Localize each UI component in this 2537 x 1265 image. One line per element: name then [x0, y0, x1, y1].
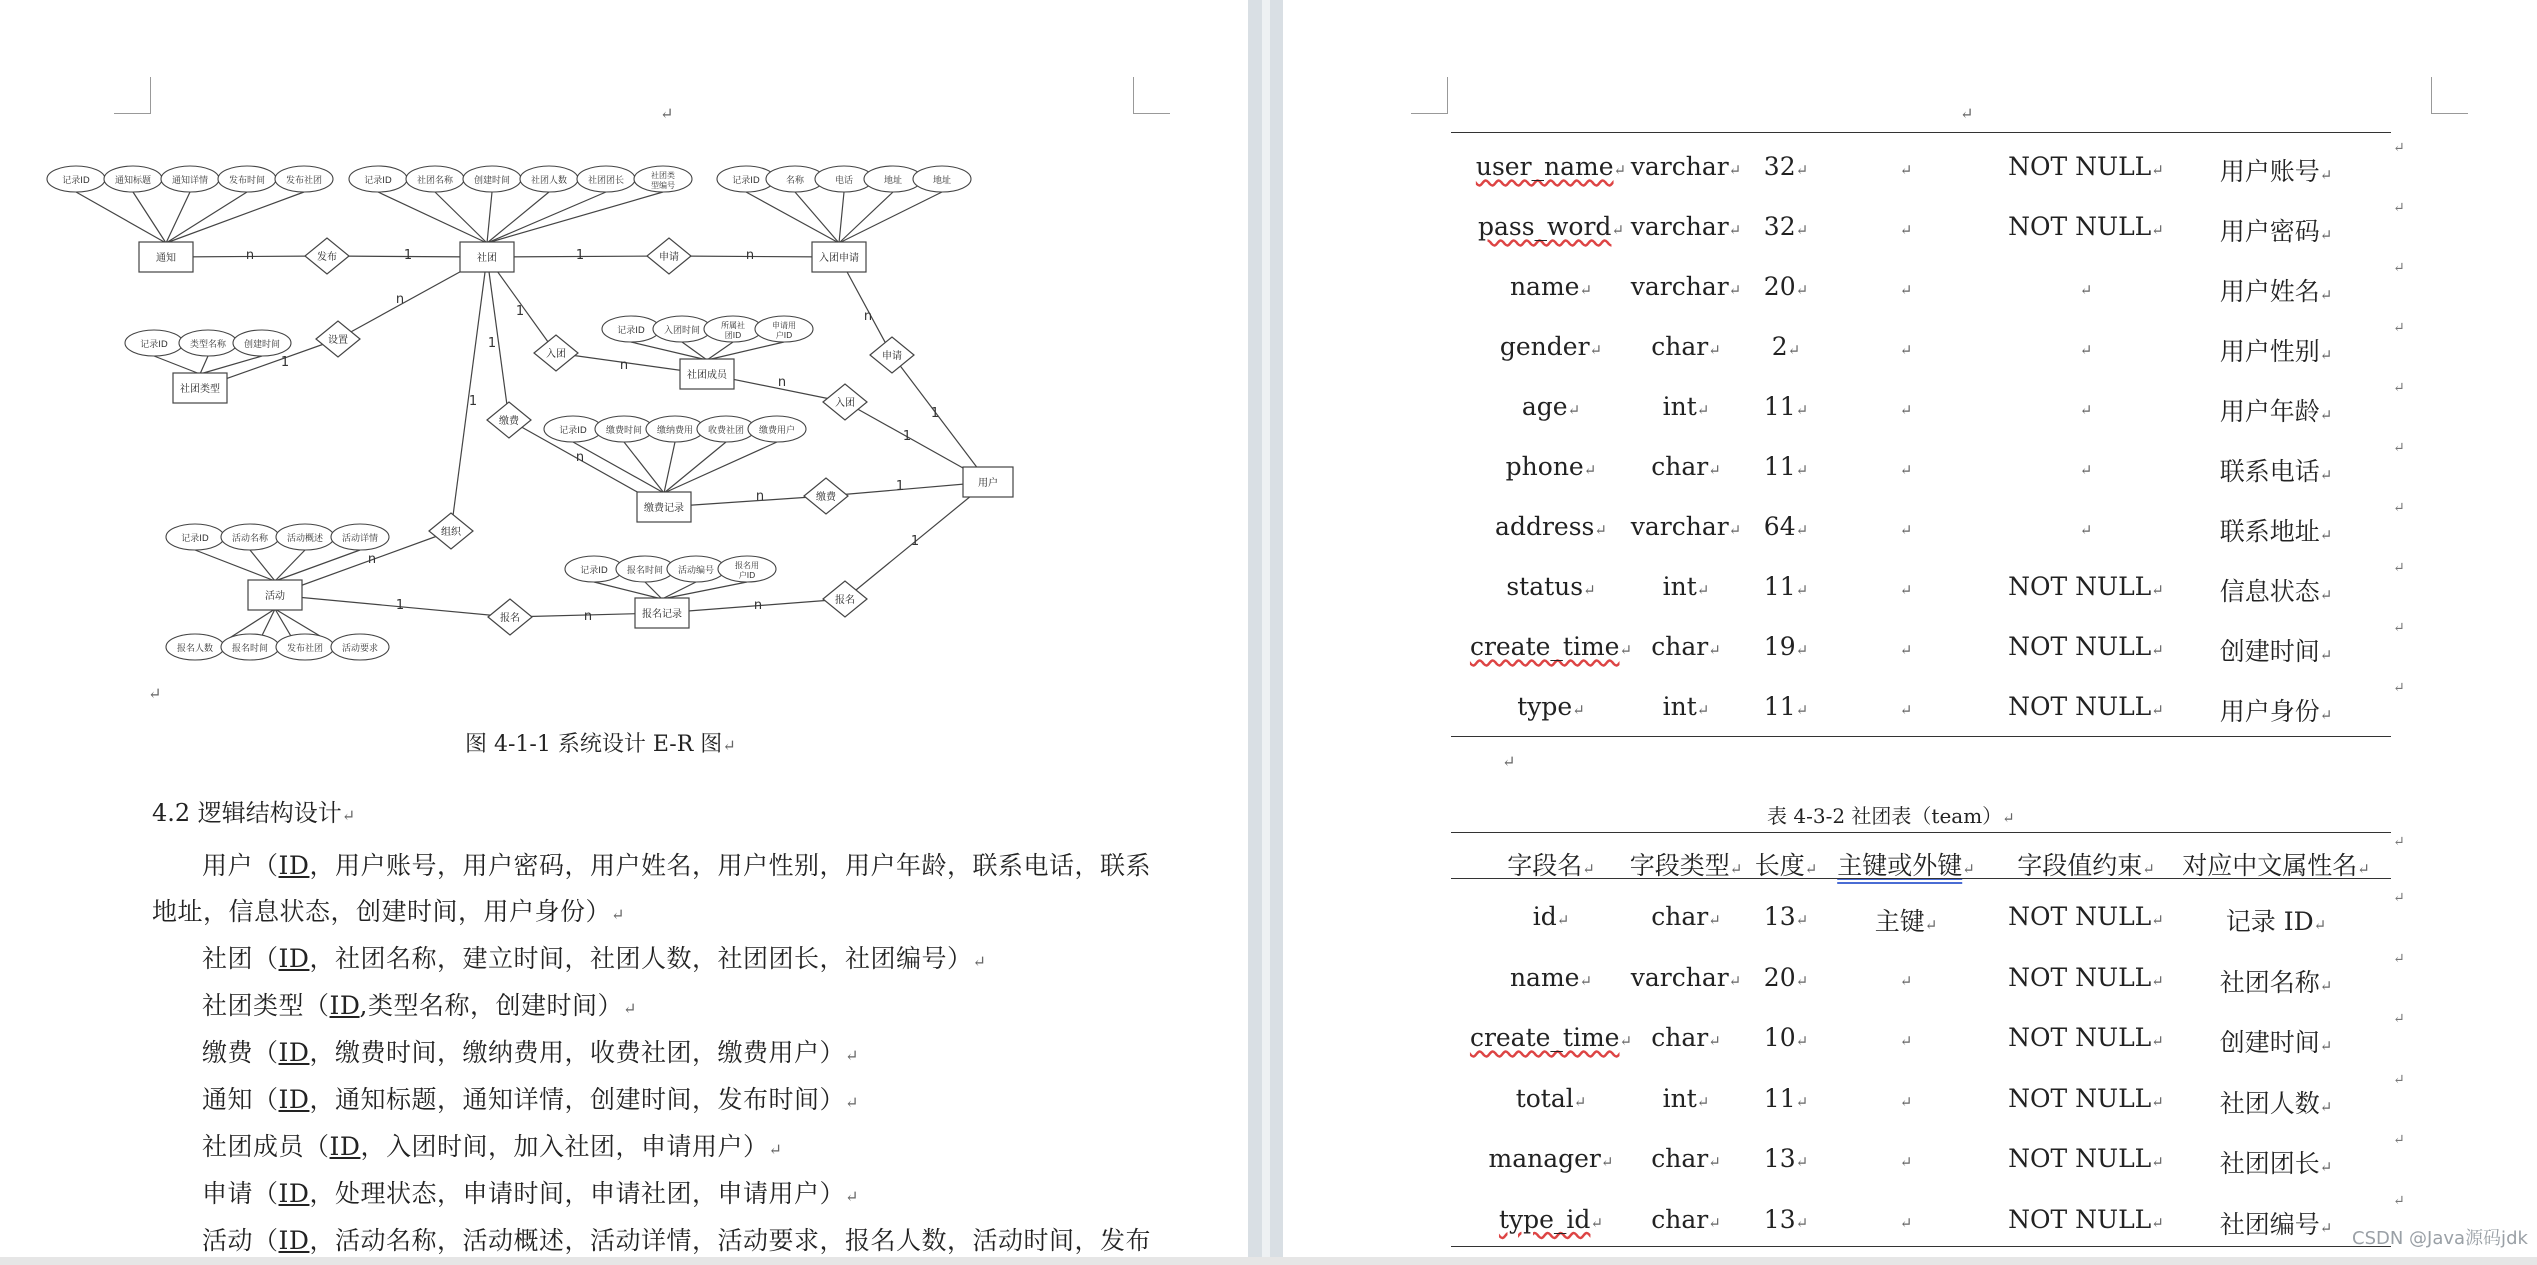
cell-name: create_time↵ — [1469, 1023, 1633, 1052]
team-table-row — [1451, 902, 2391, 962]
cell-name: manager↵ — [1488, 1144, 1614, 1173]
row-end-mark: ↵ — [2393, 200, 2405, 216]
cell-cn: 用户身份↵ — [2219, 697, 2333, 726]
cell-len: 19↵ — [1763, 632, 1809, 661]
cell-type: int↵ — [1662, 1083, 1710, 1113]
cell-name: address↵ — [1495, 512, 1607, 541]
cell-constraint: ↵ — [2079, 281, 2093, 299]
attribute-label: 发布社团 — [285, 176, 323, 186]
cell-cn: 社团人数↵ — [2219, 1088, 2333, 1118]
row-end-mark: ↵ — [2393, 1071, 2405, 1088]
cell-constraint: NOT NULL↵ — [2008, 152, 2164, 181]
entity-label: 入团申请 — [819, 253, 859, 264]
cell-type: char↵ — [1651, 1204, 1721, 1234]
cell-len: 32↵ — [1763, 212, 1809, 241]
cell-type: varchar↵ — [1630, 152, 1742, 181]
cell-constraint: ↵ — [2079, 521, 2093, 539]
cell-type: char↵ — [1651, 452, 1721, 481]
cell-key: ↵ — [1899, 641, 1913, 659]
attribute-label: 社团人数 — [530, 176, 568, 186]
cardinality-label: 1 — [468, 394, 478, 409]
user-table-row — [1451, 692, 2391, 752]
user-table-row — [1451, 152, 2391, 212]
cell-name: phone↵ — [1505, 452, 1597, 481]
cell-key: ↵ — [1899, 461, 1913, 479]
cardinality-label: n — [753, 598, 763, 613]
cell-len: 20↵ — [1763, 272, 1809, 301]
cell-name: gender↵ — [1499, 332, 1603, 361]
paragraph-notice: 通知（ID，通知标题，通知详情，创建时间，发布时间）↵ — [202, 1085, 859, 1114]
cell-constraint: NOT NULL↵ — [2008, 632, 2164, 661]
attribute-label: 型编号 — [651, 181, 675, 190]
attribute-label: 缴费用户 — [758, 426, 796, 436]
row-end-mark: ↵ — [2393, 1192, 2405, 1209]
paragraph-fee: 缴费（ID，缴费时间，缴纳费用，收费社团，缴费用户）↵ — [202, 1038, 859, 1067]
row-end-mark: ↵ — [2393, 834, 2405, 850]
cardinality-label: 1 — [395, 598, 405, 613]
cell-constraint: NOT NULL↵ — [2008, 692, 2164, 721]
entity-label: 社团成员 — [687, 370, 727, 381]
attribute-label: 社团团长 — [587, 176, 625, 186]
cardinality-label: n — [245, 248, 255, 263]
paragraph-club-type: 社团类型（ID,类型名称，创建时间）↵ — [202, 991, 637, 1020]
cardinality-label: n — [395, 292, 405, 307]
cell-key: ↵ — [1899, 971, 1913, 990]
attribute-label: 报名人数 — [176, 644, 214, 654]
relationship-label: 缴费 — [499, 416, 519, 427]
table-rule — [1451, 736, 2391, 737]
relationship-label: 申请 — [659, 252, 679, 263]
attribute-label: 社团类 — [651, 171, 675, 180]
cell-cn: 联系电话↵ — [2219, 457, 2333, 486]
cell-cn: 用户姓名↵ — [2219, 277, 2333, 306]
margin-corner-top-right — [1133, 77, 1170, 114]
user-table-row — [1451, 272, 2391, 332]
attribute-label: 户ID — [775, 331, 793, 340]
cell-name: name↵ — [1509, 272, 1593, 301]
paragraph-user: 用户（ID，用户账号，用户密码，用户姓名，用户性别，用户年龄，联系电话，联系 — [202, 851, 1151, 880]
section-heading: 4.2 逻辑结构设计↵ — [152, 799, 356, 827]
row-end-mark: ↵ — [2393, 1011, 2405, 1027]
attribute-label: 电话 — [834, 176, 854, 186]
cardinality-label: 1 — [910, 534, 920, 549]
cell-name: pass_word↵ — [1477, 212, 1625, 241]
cell-cn: 用户性别↵ — [2219, 337, 2333, 366]
cell-constraint: NOT NULL↵ — [2008, 962, 2164, 992]
row-end-mark: ↵ — [2393, 950, 2405, 967]
cell-len: 11↵ — [1763, 692, 1809, 721]
relationship-label: 组织 — [441, 527, 461, 538]
attribute-label: 入团时间 — [663, 326, 701, 336]
cell-key: ↵ — [1899, 401, 1913, 419]
header-cell-constraint: 字段值约束↵ — [2017, 851, 2155, 880]
cell-len: 32↵ — [1763, 152, 1809, 181]
row-end-mark: ↵ — [2393, 380, 2405, 396]
cell-len: 13↵ — [1763, 902, 1809, 931]
margin-corner-top-left — [114, 77, 151, 114]
cardinality-label: n — [777, 375, 787, 390]
margin-corner-top-right — [2431, 77, 2468, 114]
relationship-label: 报名 — [500, 613, 520, 624]
document-page-left — [0, 0, 1248, 1257]
cardinality-label: n — [575, 450, 585, 465]
cell-key: ↵ — [1899, 1153, 1913, 1171]
cell-type: char↵ — [1651, 332, 1721, 361]
attribute-label: 活动名称 — [231, 534, 269, 544]
attribute-label: 发布时间 — [228, 176, 266, 186]
user-table-row — [1451, 572, 2391, 632]
row-end-mark: ↵ — [2393, 620, 2405, 636]
cell-cn: 创建时间↵ — [2219, 637, 2333, 666]
margin-corner-top-left — [1411, 77, 1448, 114]
cell-key: 主键↵ — [1874, 907, 1938, 936]
cell-cn: 创建时间↵ — [2219, 1028, 2333, 1057]
entity-label: 报名记录 — [642, 609, 682, 620]
cell-type: varchar↵ — [1630, 512, 1742, 541]
row-end-mark: ↵ — [2393, 320, 2405, 336]
cardinality-label: 1 — [575, 248, 585, 263]
cardinality-label: n — [745, 248, 755, 263]
table-rule — [1451, 132, 2391, 133]
cell-key: ↵ — [1899, 221, 1913, 239]
cell-type: varchar↵ — [1630, 272, 1742, 301]
cell-cn: 社团团长↵ — [2219, 1149, 2333, 1178]
cardinality-label: n — [619, 358, 629, 373]
cell-type: varchar↵ — [1630, 212, 1742, 241]
attribute-label: 活动要求 — [341, 644, 379, 654]
cell-cn: 用户年龄↵ — [2219, 397, 2333, 426]
table-rule — [1451, 1246, 2391, 1247]
header-cell-cn: 对应中文属性名↵ — [2182, 851, 2370, 880]
attribute-label: 地址 — [932, 176, 952, 186]
attribute-label: 名称 — [785, 176, 805, 186]
header-cell-name: 字段名↵ — [1507, 851, 1595, 880]
paragraph-apply: 申请（ID，处理状态，申请时间，申请社团，申请用户）↵ — [202, 1179, 859, 1208]
cell-constraint: NOT NULL↵ — [2008, 572, 2164, 601]
paragraph-mark: ↵ — [1502, 752, 1516, 771]
cardinality-label: n — [583, 609, 593, 624]
attribute-label: 报名时间 — [626, 566, 664, 576]
cell-type: char↵ — [1651, 632, 1721, 661]
cell-type: varchar↵ — [1630, 962, 1742, 992]
cell-key: ↵ — [1899, 581, 1913, 599]
cell-name: total↵ — [1515, 1083, 1587, 1113]
attribute-label: 活动概述 — [286, 534, 324, 544]
attribute-label: 记录ID — [364, 176, 392, 186]
paragraph-club: 社团（ID，社团名称，建立时间，社团人数，社团团长，社团编号）↵ — [202, 944, 987, 973]
cell-len: 64↵ — [1763, 512, 1809, 541]
cell-constraint: ↵ — [2079, 341, 2093, 359]
attribute-label: 户ID — [738, 571, 756, 580]
cell-cn: 社团编号↵ — [2219, 1209, 2333, 1239]
row-end-mark: ↵ — [2393, 260, 2405, 276]
cell-name: type↵ — [1517, 692, 1585, 721]
cell-len: 10↵ — [1763, 1023, 1809, 1052]
cell-constraint: ↵ — [2079, 461, 2093, 479]
attribute-label: 记录ID — [62, 176, 90, 186]
cell-key: ↵ — [1899, 1032, 1913, 1050]
row-end-mark: ↵ — [2393, 560, 2405, 576]
attribute-label: 缴费时间 — [605, 426, 643, 436]
attribute-label: 记录ID — [732, 176, 760, 186]
cardinality-label: 1 — [895, 479, 905, 494]
cell-type: int↵ — [1662, 572, 1710, 601]
attribute-label: 发布社团 — [286, 644, 324, 654]
relationship-label: 缴费 — [816, 492, 836, 503]
cell-constraint: NOT NULL↵ — [2008, 1144, 2164, 1173]
cell-constraint: NOT NULL↵ — [2008, 1023, 2164, 1052]
attribute-label: 记录ID — [580, 566, 608, 576]
cell-constraint: ↵ — [2079, 401, 2093, 419]
cell-cn: 联系地址↵ — [2219, 517, 2333, 546]
team-table-row — [1451, 1023, 2391, 1083]
cardinality-label: 1 — [280, 355, 290, 370]
team-table-row — [1451, 963, 2391, 1023]
relationship-label: 入团 — [546, 349, 566, 360]
relationship-label: 入团 — [835, 398, 855, 409]
entity-label: 用户 — [978, 478, 998, 489]
cell-constraint: NOT NULL↵ — [2008, 1083, 2164, 1113]
relationship-label: 申请 — [882, 351, 902, 362]
cell-key: ↵ — [1899, 161, 1913, 179]
cell-len: 11↵ — [1763, 572, 1809, 601]
cardinality-label: 1 — [515, 304, 525, 319]
attribute-label: 通知标题 — [114, 176, 152, 186]
attribute-label: 记录ID — [617, 326, 645, 336]
attribute-label: 活动编号 — [677, 566, 715, 576]
attribute-label: 缴纳费用 — [656, 426, 694, 436]
cell-cn: 记录 ID↵ — [2225, 907, 2327, 936]
cell-constraint: NOT NULL↵ — [2008, 212, 2164, 241]
cardinality-label: n — [367, 552, 377, 567]
attribute-label: 社团名称 — [416, 176, 454, 186]
user-table-row — [1451, 392, 2391, 452]
paragraph-mark: ↵ — [1960, 104, 1974, 123]
page-gutter — [1248, 0, 1283, 1257]
table-rule — [1451, 878, 2391, 879]
user-table-row — [1451, 512, 2391, 572]
user-table-row — [1451, 632, 2391, 692]
relationship-label: 设置 — [328, 335, 348, 346]
row-end-mark: ↵ — [2393, 500, 2405, 516]
attribute-label: 团ID — [724, 331, 742, 340]
attribute-label: 创建时间 — [473, 176, 511, 186]
cell-name: create_time↵ — [1469, 632, 1633, 661]
figure-caption: 图 4-1-1 系统设计 E-R 图↵ — [465, 732, 736, 757]
header-cell-type: 字段类型↵ — [1629, 851, 1743, 880]
cell-type: int↵ — [1662, 392, 1710, 421]
cardinality-label: n — [755, 489, 765, 504]
cardinality-label: 1 — [487, 336, 497, 351]
attribute-label: 记录ID — [181, 534, 209, 544]
cell-cn: 信息状态↵ — [2219, 577, 2333, 606]
entity-label: 活动 — [265, 591, 285, 602]
cell-type: int↵ — [1662, 692, 1710, 721]
header-cell-key: 主键或外键↵ — [1837, 851, 1975, 880]
team-table-caption: 表 4-3-2 社团表（team）↵ — [1767, 804, 2015, 828]
row-end-mark: ↵ — [2393, 440, 2405, 456]
header-cell-len: 长度↵ — [1754, 851, 1818, 880]
cardinality-label: n — [863, 309, 873, 324]
entity-label: 社团类型 — [180, 384, 220, 395]
attribute-label: 所属社 — [721, 321, 745, 330]
attribute-label: 通知详情 — [171, 176, 209, 186]
er-shapes — [47, 166, 1013, 660]
attribute-label: 记录ID — [140, 340, 168, 350]
attribute-label: 记录ID — [559, 426, 587, 436]
paragraph-member: 社团成员（ID，入团时间，加入社团，申请用户）↵ — [202, 1132, 783, 1161]
entity-label: 通知 — [156, 253, 176, 264]
table-rule — [1451, 832, 2391, 833]
cell-len: 20↵ — [1763, 962, 1809, 992]
row-end-mark: ↵ — [2393, 1132, 2405, 1148]
team-table-row — [1451, 1144, 2391, 1204]
cell-cn: 用户密码↵ — [2219, 217, 2333, 246]
cell-len: 11↵ — [1763, 1083, 1809, 1113]
cell-cn: 用户账号↵ — [2219, 157, 2333, 186]
cell-type: char↵ — [1651, 902, 1721, 931]
attribute-label: 创建时间 — [243, 340, 281, 350]
team-table-header-row — [1451, 846, 2391, 906]
attribute-label: 报名用 — [735, 561, 759, 570]
row-end-mark: ↵ — [2393, 140, 2405, 156]
cell-name: status↵ — [1506, 572, 1596, 601]
relationship-label: 发布 — [317, 252, 337, 263]
cell-key: ↵ — [1899, 281, 1913, 299]
cell-len: 11↵ — [1763, 392, 1809, 421]
cell-len: 13↵ — [1763, 1144, 1809, 1173]
cell-constraint: NOT NULL↵ — [2008, 1204, 2164, 1234]
entity-label: 社团 — [477, 253, 497, 264]
cell-name: id↵ — [1532, 902, 1570, 931]
attribute-label: 地址 — [883, 176, 903, 186]
relationship-label: 报名 — [835, 595, 855, 606]
row-end-mark: ↵ — [2393, 680, 2405, 696]
attribute-label: 活动详情 — [341, 534, 379, 544]
cell-name: type_id↵ — [1498, 1204, 1604, 1234]
cell-len: 11↵ — [1763, 452, 1809, 481]
entity-label: 缴费记录 — [644, 503, 684, 514]
attribute-label: 报名时间 — [231, 644, 269, 654]
cell-key: ↵ — [1899, 701, 1913, 719]
cell-name: name↵ — [1509, 962, 1593, 992]
cell-name: user_name↵ — [1475, 152, 1627, 181]
cardinality-label: 1 — [902, 429, 912, 444]
team-table-row — [1451, 1205, 2391, 1265]
paragraph-mark: ↵ — [660, 104, 674, 123]
paragraph-activity: 活动（ID，活动名称，活动概述，活动详情，活动要求，报名人数，活动时间，发布 — [202, 1226, 1151, 1255]
user-table-row — [1451, 452, 2391, 512]
cell-len: 2↵ — [1771, 332, 1801, 361]
cell-name: age↵ — [1521, 392, 1581, 421]
cell-key: ↵ — [1899, 1092, 1913, 1111]
attribute-label: 类型名称 — [189, 340, 227, 350]
team-table-row — [1451, 1084, 2391, 1144]
cell-key: ↵ — [1899, 1213, 1913, 1232]
cell-type: char↵ — [1651, 1144, 1721, 1173]
cell-constraint: NOT NULL↵ — [2008, 902, 2164, 931]
attribute-label: 收费社团 — [707, 426, 745, 436]
cell-key: ↵ — [1899, 341, 1913, 359]
row-end-mark: ↵ — [2393, 890, 2405, 906]
cardinality-label: 1 — [403, 248, 413, 263]
watermark: CSDN @Java源码jdk — [2352, 1228, 2528, 1249]
paragraph-mark: ↵ — [148, 684, 162, 703]
user-table-row — [1451, 332, 2391, 392]
cell-key: ↵ — [1899, 521, 1913, 539]
cell-cn: 社团名称↵ — [2219, 967, 2333, 997]
user-table-row — [1451, 212, 2391, 272]
cell-len: 13↵ — [1763, 1204, 1809, 1234]
cell-type: char↵ — [1651, 1023, 1721, 1052]
paragraph-user-cont: 地址，信息状态，创建时间，用户身份）↵ — [152, 897, 625, 926]
cardinality-label: 1 — [930, 406, 940, 421]
er-diagram — [40, 155, 1040, 675]
attribute-label: 申请用 — [772, 321, 796, 330]
